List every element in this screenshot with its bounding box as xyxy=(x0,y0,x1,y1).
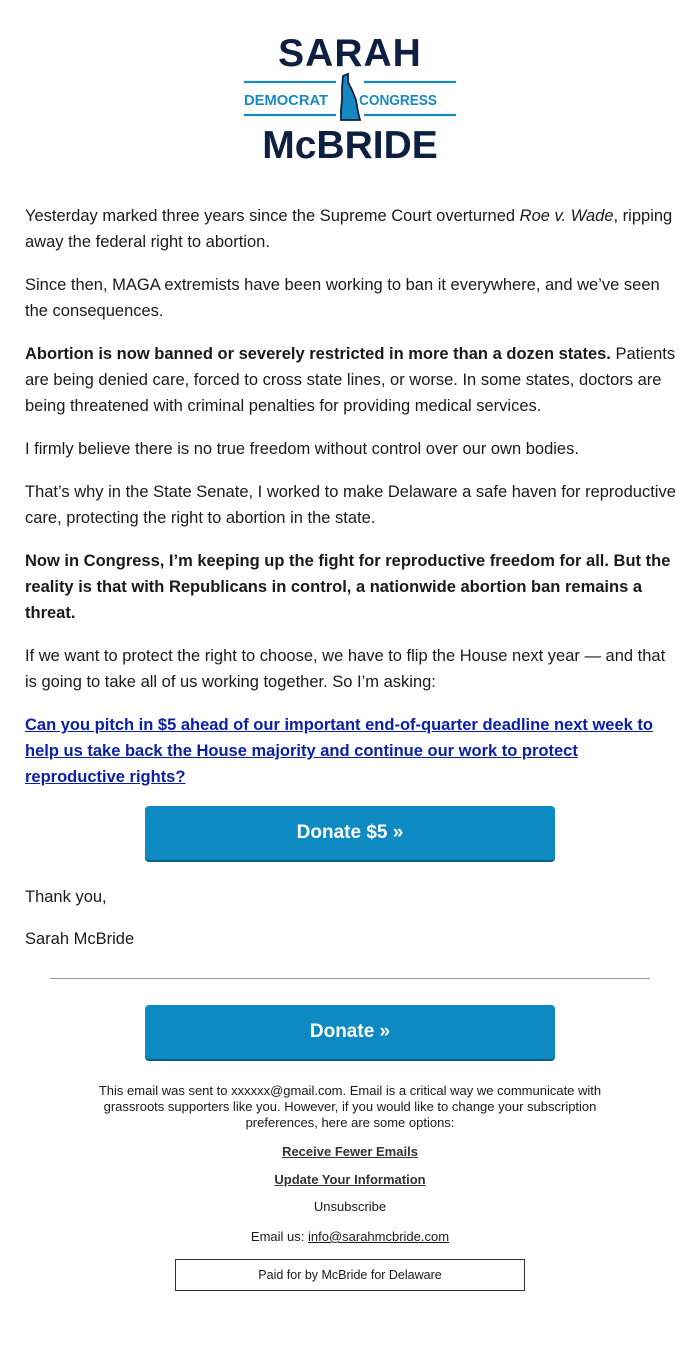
roe-v-wade-italic: Roe v. Wade xyxy=(519,207,614,225)
update-information-link[interactable]: Update Your Information xyxy=(274,1172,426,1187)
logo-office: CONGRESS xyxy=(359,93,438,109)
donate-cta-link[interactable]: Can you pitch in $5 ahead of our important end-of-quarter deadline next week to help us take back the House majority and continue our work to protect reproductive rights? xyxy=(25,716,653,786)
paragraph-bans: Abortion is now banned or severely restricted in more than a dozen states. Patients are being denied care, forced to cross state lines, or worse. In some states, doctors are being threatened with criminal penalties for providing medical services. xyxy=(25,345,676,415)
thank-you-text: Thank you, xyxy=(25,888,107,906)
delaware-state-icon xyxy=(341,74,360,120)
logo-graphic xyxy=(240,30,460,165)
donate-5-button[interactable]: Donate $5 » xyxy=(145,806,555,860)
donate-button[interactable]: Donate » xyxy=(145,1005,555,1059)
footer-email-us xyxy=(70,1229,630,1245)
paragraph-roe: Yesterday marked three years since the Supreme Court overturned Roe v. Wade, ripping away the federal right to abortion. xyxy=(25,207,673,251)
footer-divider xyxy=(50,978,650,979)
unsubscribe-link[interactable]: Unsubscribe xyxy=(313,1199,387,1214)
footer-update-wrap xyxy=(70,1172,630,1188)
email-body xyxy=(25,203,680,807)
paragraph-consequences: Since then, MAGA extremists have been working to ban it everywhere, and we’ve seen the consequences. xyxy=(25,276,660,320)
logo-last-name: McBRIDE xyxy=(262,124,438,165)
logo-party: DEMOCRAT xyxy=(244,93,329,109)
paid-for-disclaimer: Paid for by McBride for Delaware xyxy=(175,1259,525,1291)
email-address-link[interactable]: info@sarahmcbride.com xyxy=(307,1229,450,1244)
paragraph-congress: Now in Congress, I’m keeping up the fight for reproductive freedom for all. But the reality is that with Republicans in control, a nationwide abortion ban remains a threat. xyxy=(25,552,671,622)
paragraph-flip-house: If we want to protect the right to choose, we have to flip the House next year — and that is going to take all of us working together. So I’m asking: xyxy=(25,647,666,691)
logo-first-name: SARAH xyxy=(278,32,422,75)
campaign-logo xyxy=(0,30,700,165)
email-us-label: Email us: xyxy=(250,1229,308,1244)
paragraph-state-senate: That’s why in the State Senate, I worked to make Delaware a safe haven for reproductive care, protecting the right to abortion in the state. xyxy=(25,483,676,527)
paragraph-freedom: I firmly believe there is no true freedom without control over our own bodies. xyxy=(25,440,579,458)
receive-fewer-emails-link[interactable]: Receive Fewer Emails xyxy=(282,1144,418,1159)
footer-fewer-wrap xyxy=(70,1144,630,1160)
paragraph-cta xyxy=(25,712,680,790)
bans-bold: Abortion is now banned or severely restricted in more than a dozen states. xyxy=(25,345,611,363)
footer-note: This email was sent to xxxxxx@gmail.com. Email is a critical way we communicate with grassroots supporters like you. However, if you would like to change your subscription preferences, here are some options: xyxy=(98,1083,602,1130)
signature-name: Sarah McBride xyxy=(25,930,135,948)
